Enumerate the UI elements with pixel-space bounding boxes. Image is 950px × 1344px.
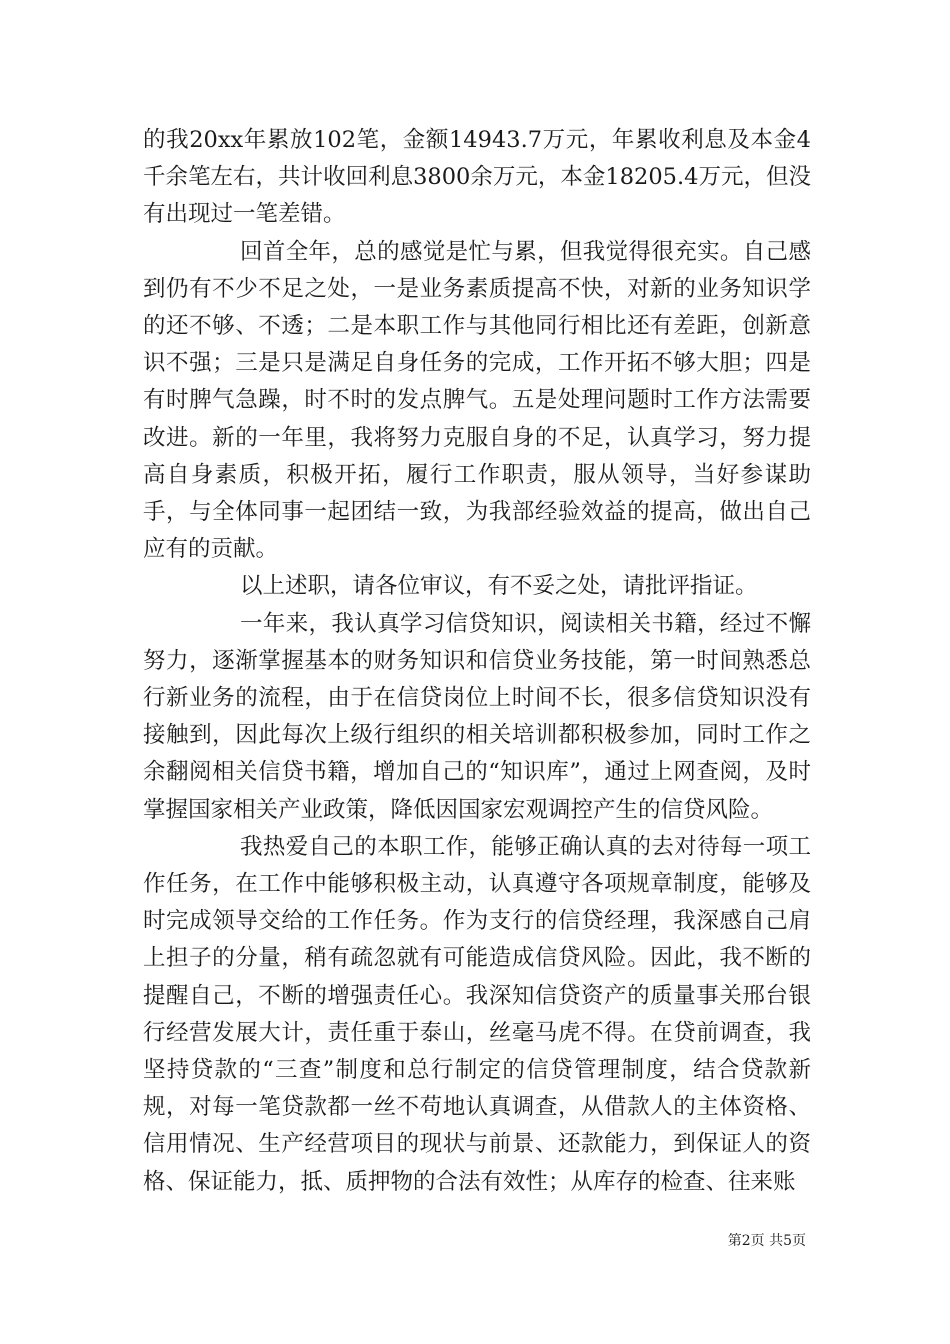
paragraph-3: 以上述职，请各位审议，有不妥之处，请批评指证。 — [240, 573, 758, 600]
body-text — [143, 122, 811, 1201]
page-number-footer: 第2页 共5页 — [727, 1233, 806, 1249]
paragraph-2: 回首全年，总的感觉是忙与累，但我觉得很充实。自己感到仍有不少不足之处，一是业务素质提高不快，对新的业务知识学的还不够、不透；二是本职工作与其他同行相比还有差距，创新意识不强；三是只是满足自身任务的完成，工作开拓不够大胆；四是有时脾气急躁，时不时的发点脾气。五是处理问题时工作方法需要改进。新的一年里，我将努力克服自身的不足，认真学习，努力提高自身素质，积极开拓，履行工作职责，服从领导，当好参谋助手，与全体同事一起团结一致，为我部经验效益的提高，做出自己应有的贡献。 — [143, 238, 811, 563]
paragraph-1: 的我20xx年累放102笔，金额14943.7万元，年累收利息及本金4千余笔左右，共计收回利息3800余万元，本金18205.4万元，但没有出现过一笔差错。 — [143, 127, 811, 228]
paragraph-5: 我热爱自己的本职工作，能够正确认真的去对待每一项工作任务，在工作中能够积极主动，认真遵守各项规章制度，能够及时完成领导交给的工作任务。作为支行的信贷经理，我深感自己肩上担子的分量，稍有疏忽就有可能造成信贷风险。因此，我不断的提醒自己，不断的增强责任心。我深知信贷资产的质量事关邢台银行经营发展大计，责任重于泰山，丝毫马虎不得。在贷前调查，我坚持贷款的“三查”制度和总行制定的信贷管理制度，结合贷款新规，对每一笔贷款都一丝不苟地认真调查，从借款人的主体资格、信用情况、生产经营项目的现状与前景、还款能力，到保证人的资格、保证能力，抵、质押物的合法有效性；从库存的检查、往来账 — [143, 833, 811, 1195]
paragraph-4: 一年来，我认真学习信贷知识，阅读相关书籍，经过不懈努力，逐渐掌握基本的财务知识和信贷业务技能，第一时间熟悉总行新业务的流程，由于在信贷岗位上时间不长，很多信贷知识没有接触到，因此每次上级行组织的相关培训都积极参加，同时工作之余翻阅相关信贷书籍，增加自己的“知识库”，通过上网查阅，及时掌握国家相关产业政策，降低因国家宏观调控产生的信贷风险。 — [143, 610, 811, 823]
